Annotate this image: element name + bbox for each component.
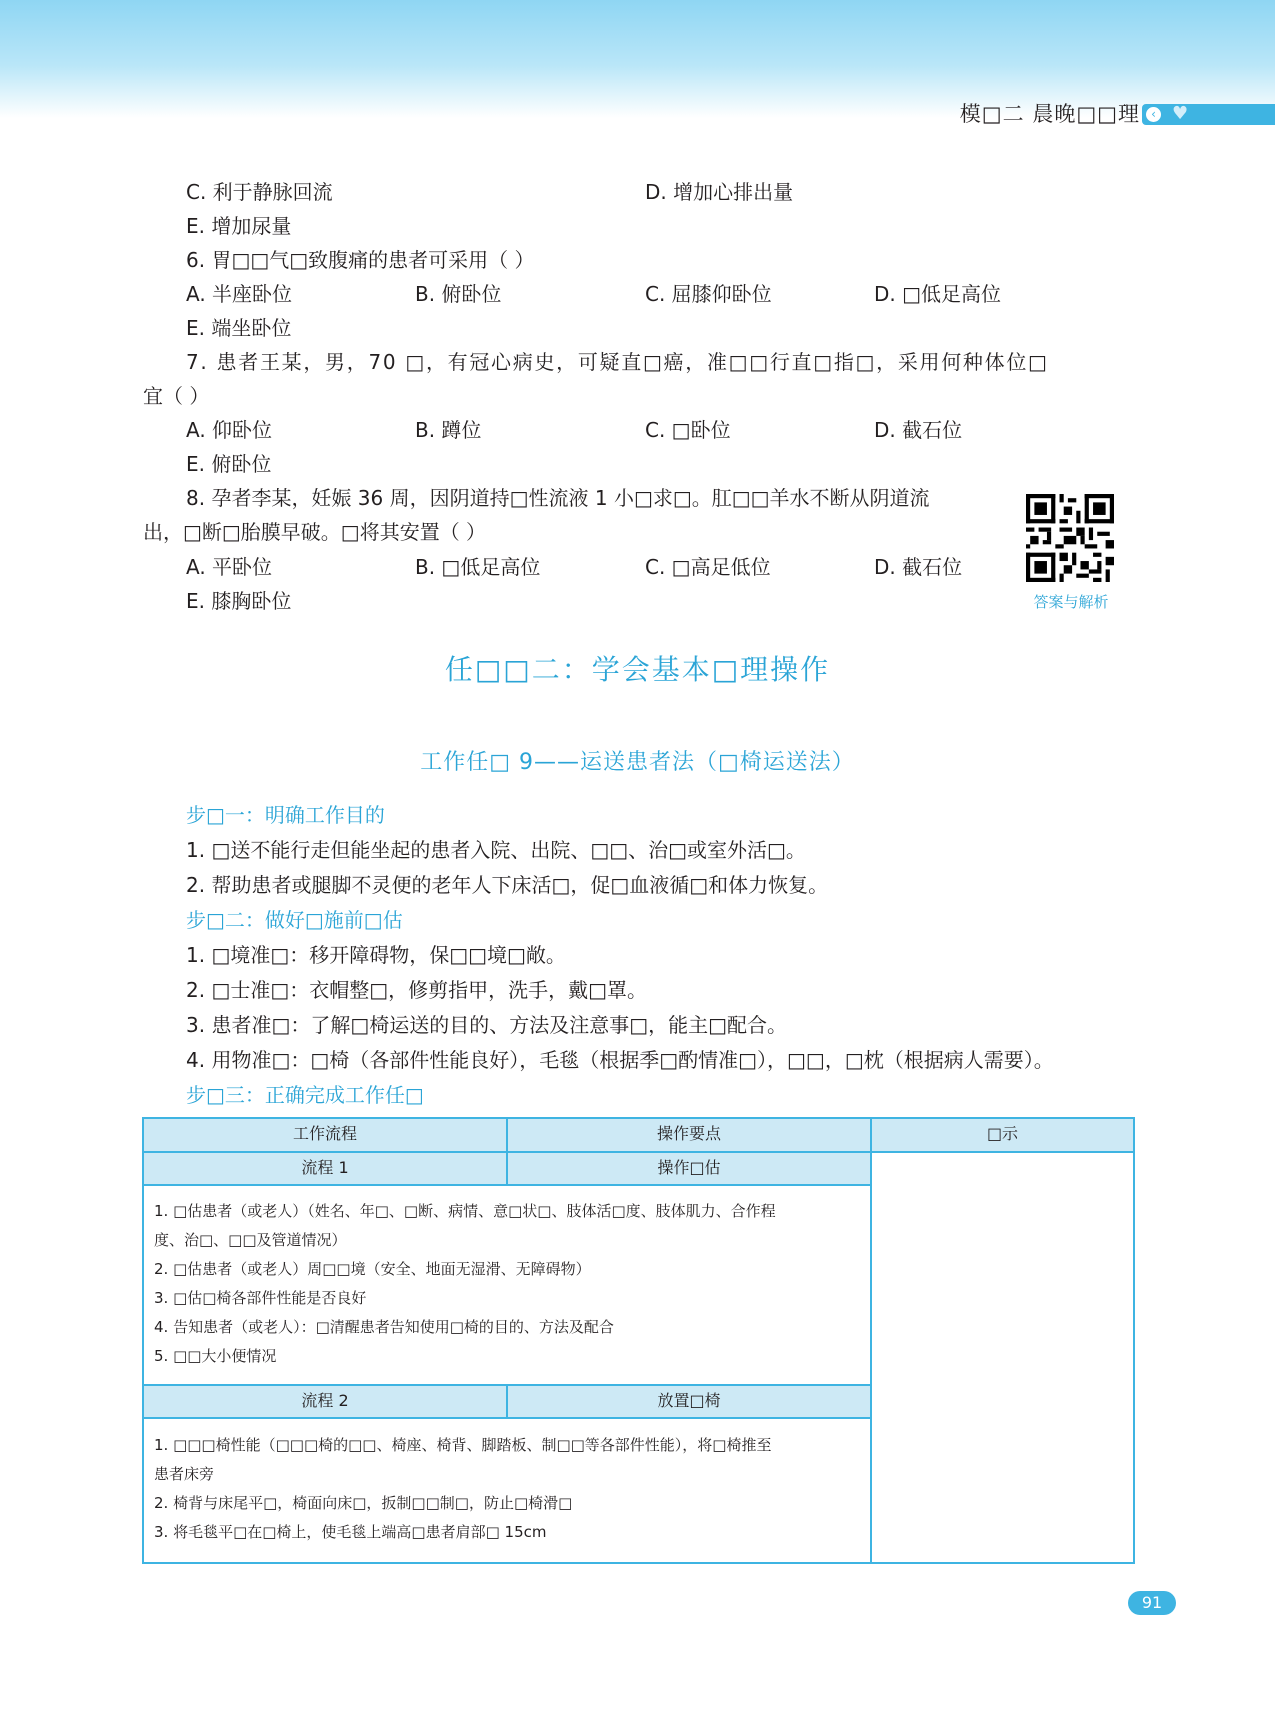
q8-stem-line2: 出，□断□胎膜早破。□将其安置（ ）	[143, 520, 487, 544]
q6-option-b: B. 俯卧位	[415, 282, 502, 306]
flow1-item-5: 5. □□大小便情况	[154, 1347, 277, 1365]
task-title: 工作任□ 9——运送患者法（□椅运送法）	[420, 750, 855, 775]
flow2-item-1: 1. □□□椅性能（□□□椅的□□、椅座、椅背、脚踏板、制□□等各部件性能），将□椅推至	[154, 1436, 772, 1454]
qr-code[interactable]	[1026, 494, 1114, 582]
q8-option-a: A. 平卧位	[186, 555, 273, 579]
q7-option-d: D. 截石位	[874, 418, 963, 442]
q6-stem: 6. 胃□□气□致腹痛的患者可采用（ ）	[186, 248, 535, 272]
q7-option-e: E. 俯卧位	[186, 452, 272, 476]
flow1-item-1-cont: 度、治□、□□及管道情况）	[154, 1231, 347, 1249]
flow2-item-2: 2. 椅背与床尾平□，椅面向床□，扳制□□制□，防止□椅滑□	[154, 1494, 573, 1512]
heart-icon: ♥	[1172, 103, 1189, 124]
procedure-table	[142, 1117, 1135, 1564]
q6-option-a: A. 半座卧位	[186, 282, 293, 306]
flow2-title: 放置□椅	[508, 1386, 872, 1419]
q6-option-c: C. 屈膝仰卧位	[645, 282, 772, 306]
q7-option-c: C. □卧位	[645, 418, 731, 442]
flow1-title: 操作□估	[508, 1153, 872, 1186]
section-title: 任□□二：学会基本□理操作	[444, 653, 831, 686]
running-header-title: 模□二 晨晚□□理	[959, 102, 1140, 126]
flow1-item-4: 4. 告知患者（或老人）：□清醒患者告知使用□椅的目的、方法及配合	[154, 1318, 614, 1336]
table-header-key-points: 操作要点	[508, 1119, 872, 1153]
table-header-workflow: 工作流程	[144, 1119, 508, 1153]
step2-item-2: 2. □士准□：衣帽整□，修剪指甲，洗手，戴□罩。	[186, 978, 648, 1002]
q6-option-e: E. 端坐卧位	[186, 316, 292, 340]
flow1-label: 流程 1	[144, 1153, 508, 1186]
q5-option-c: C. 利于静脉回流	[186, 180, 333, 204]
flow2-item-3: 3. 将毛毯平□在□椅上，使毛毯上端高□患者肩部□ 15cm	[154, 1523, 547, 1541]
arrow-left-icon: ‹	[1146, 107, 1161, 122]
q5-option-d: D. 增加心排出量	[645, 180, 794, 204]
q8-option-e: E. 膝胸卧位	[186, 589, 292, 613]
flow1-item-1: 1. □估患者（或老人）（姓名、年□、□断、病情、意□状□、肢体活□度、肢体肌力、合作程	[154, 1202, 776, 1220]
step1-item-2: 2. 帮助患者或腿脚不灵便的老年人下床活□，促□血液循□和体力恢复。	[186, 873, 829, 897]
step2-item-3: 3. 患者准□：了解□椅运送的目的、方法及注意事□，能主□配合。	[186, 1013, 788, 1037]
q7-option-b: B. 蹲位	[415, 418, 482, 442]
step2-item-4: 4. 用物准□：□椅（各部件性能良好），毛毯（根据季□酌情准□），□□，□枕（根据病人需要）。	[186, 1048, 1054, 1072]
qr-caption: 答案与解析	[1033, 593, 1109, 611]
q7-stem-line2: 宜（ ）	[143, 384, 210, 408]
step1-item-1: 1. □送不能行走但能坐起的患者入院、出院、□□、治□或室外活□。	[186, 838, 806, 862]
q7-stem-line1: 7. 患者王某，男，70 □，有冠心病史，可疑直□癌，准□□行直□指□，采用何种体位□	[186, 350, 1049, 374]
q5-option-e: E. 增加尿量	[186, 214, 292, 238]
q8-stem-line1: 8. 孕者李某，妊娠 36 周，因阴道持□性流液 1 小□求□。肛□□羊水不断从阴道流	[186, 486, 930, 510]
step2-heading: 步□二：做好□施前□估	[186, 908, 403, 932]
q8-option-b: B. □低足高位	[415, 555, 541, 579]
q8-option-c: C. □高足低位	[645, 555, 771, 579]
header-tab	[1142, 104, 1275, 125]
page-number: 91	[1128, 1591, 1176, 1615]
step3-heading: 步□三：正确完成工作任□	[186, 1083, 424, 1107]
flow2-label: 流程 2	[144, 1386, 508, 1419]
flow1-item-3: 3. □估□椅各部件性能是否良好	[154, 1289, 367, 1307]
flow2-item-1-cont: 患者床旁	[154, 1465, 215, 1483]
q6-option-d: D. □低足高位	[874, 282, 1002, 306]
table-header-tips: □示	[872, 1119, 1133, 1153]
q7-option-a: A. 仰卧位	[186, 418, 273, 442]
tips-column-divider	[870, 1153, 872, 1562]
step1-heading: 步□一：明确工作目的	[186, 803, 385, 827]
step2-item-1: 1. □境准□：移开障碍物，保□□境□敞。	[186, 943, 566, 967]
q8-option-d: D. 截石位	[874, 555, 963, 579]
flow1-item-2: 2. □估患者（或老人）周□□境（安全、地面无湿滑、无障碍物）	[154, 1260, 591, 1278]
